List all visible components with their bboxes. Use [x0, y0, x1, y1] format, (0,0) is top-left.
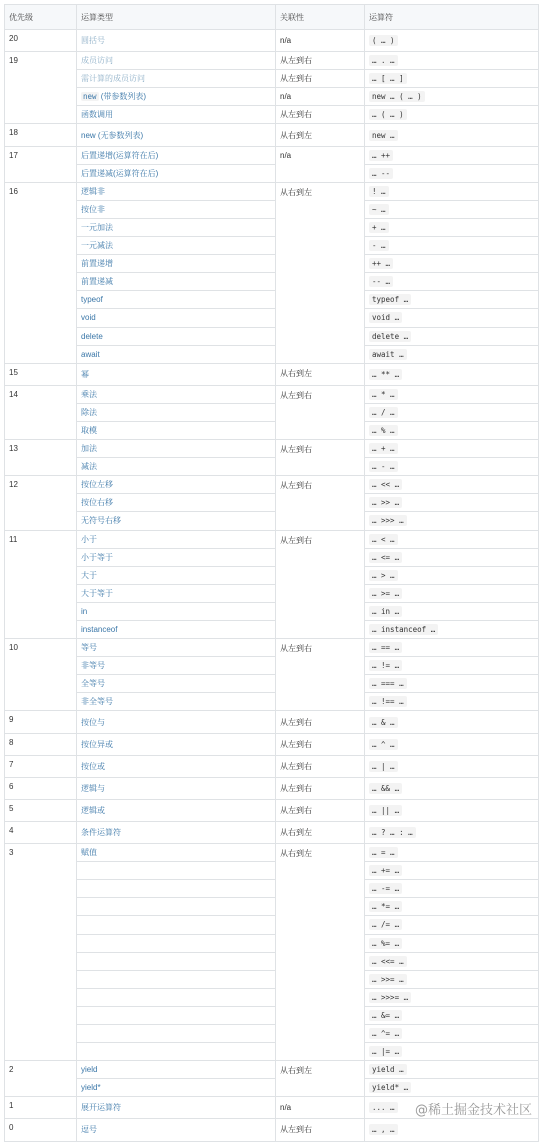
associativity-cell: 从左到右: [276, 440, 365, 476]
table-row: [5, 218, 539, 236]
table-row: [5, 1079, 539, 1097]
operator-cell: [365, 821, 539, 843]
table-row: [5, 200, 539, 218]
type-cell: 逻辑或: [77, 799, 276, 821]
table-row: [5, 548, 539, 566]
type-cell: 一元减法: [77, 237, 276, 255]
operator-code: … && …: [369, 783, 402, 794]
operator-cell: [365, 733, 539, 755]
operator-cell: [365, 52, 539, 70]
associativity-cell: 从左到右: [276, 385, 365, 439]
precedence-cell: 4: [5, 821, 77, 843]
operator-code: … >> …: [369, 497, 402, 508]
table-row: [5, 70, 539, 88]
associativity-cell: 从左到右: [276, 755, 365, 777]
operator-code: … ^ …: [369, 739, 398, 750]
watermark: @稀土掘金技术社区: [414, 1103, 532, 1118]
operator-code: … -= …: [369, 883, 402, 894]
operator-code: … ** …: [369, 369, 402, 380]
type-cell: 加法: [77, 440, 276, 458]
table-row: [5, 1119, 539, 1141]
operator-cell: [365, 952, 539, 970]
associativity-cell: 从右到左: [276, 821, 365, 843]
type-cell: 展开运算符: [77, 1097, 276, 1119]
type-cell: 后置递减(运算符在后): [77, 164, 276, 182]
table-row: [5, 403, 539, 421]
table-row: [5, 164, 539, 182]
operator-code: typeof …: [369, 294, 411, 305]
type-cell: 按位与: [77, 711, 276, 733]
operator-cell: [365, 124, 539, 146]
type-keyword: new: [83, 92, 97, 102]
table-row: [5, 363, 539, 385]
table-row: [5, 777, 539, 799]
operator-code: … / …: [369, 407, 398, 418]
type-cell: [77, 970, 276, 988]
operator-cell: [365, 218, 539, 236]
operator-code: yield* …: [369, 1082, 411, 1093]
type-cell: 乘法: [77, 385, 276, 403]
operator-cell: [365, 675, 539, 693]
precedence-cell: 20: [5, 30, 77, 52]
table-row: [5, 934, 539, 952]
table-row: [5, 844, 539, 862]
operator-cell: [365, 309, 539, 327]
operator-code: … ( … ): [369, 109, 407, 120]
type-cell: typeof: [77, 291, 276, 309]
type-cell: 按位或: [77, 755, 276, 777]
type-cell: [77, 934, 276, 952]
table-row: [5, 124, 539, 146]
operator-code: … < …: [369, 534, 398, 545]
type-cell: 大于: [77, 566, 276, 584]
operator-cell: [365, 862, 539, 880]
type-cell: 前置递增: [77, 255, 276, 273]
type-cell: 逻辑非: [77, 182, 276, 200]
type-cell: 条件运算符: [77, 821, 276, 843]
associativity-cell: 从左到右: [276, 52, 365, 70]
operator-code: … || …: [369, 805, 402, 816]
operator-cell: [365, 566, 539, 584]
table-row: [5, 440, 539, 458]
table-row: [5, 862, 539, 880]
table-row: [5, 880, 539, 898]
operator-cell: [365, 200, 539, 218]
operator-cell: [365, 777, 539, 799]
operator-cell: [365, 291, 539, 309]
operator-cell: [365, 916, 539, 934]
operator-cell: [365, 30, 539, 52]
operator-code: … . …: [369, 55, 398, 66]
associativity-cell: 从左到右: [276, 1119, 365, 1141]
type-cell: 圆括号: [77, 30, 276, 52]
table-row: [5, 237, 539, 255]
table-row: [5, 1043, 539, 1061]
operator-cell: [365, 693, 539, 711]
table-row: [5, 1024, 539, 1042]
table-row: [5, 639, 539, 657]
associativity-cell: 从右到左: [276, 124, 365, 146]
operator-cell: [365, 182, 539, 200]
operator-code: ~ …: [369, 204, 389, 215]
operator-code: … += …: [369, 865, 402, 876]
precedence-cell: 12: [5, 476, 77, 530]
operator-cell: [365, 530, 539, 548]
operator-code: … /= …: [369, 919, 402, 930]
operator-code: -- …: [369, 276, 393, 287]
type-cell: await: [77, 345, 276, 363]
table-row: [5, 421, 539, 439]
type-cell: 小于: [77, 530, 276, 548]
type-cell: in: [77, 602, 276, 620]
precedence-cell: 15: [5, 363, 77, 385]
operator-cell: [365, 363, 539, 385]
operator-code: ... …: [369, 1102, 398, 1113]
table-row: [5, 693, 539, 711]
operator-cell: [365, 421, 539, 439]
type-cell: instanceof: [77, 621, 276, 639]
type-cell: 按位右移: [77, 494, 276, 512]
operator-code: ! …: [369, 186, 389, 197]
operator-code: … %= …: [369, 938, 402, 949]
operator-cell: [365, 1024, 539, 1042]
operator-code: new …: [369, 130, 398, 141]
precedence-cell: 17: [5, 146, 77, 182]
operator-cell: [365, 639, 539, 657]
table-row: [5, 1061, 539, 1079]
table-row: [5, 711, 539, 733]
operator-code: yield …: [369, 1064, 407, 1075]
type-cell: delete: [77, 327, 276, 345]
type-cell: [77, 1043, 276, 1061]
table-row: [5, 566, 539, 584]
associativity-cell: 从左到右: [276, 530, 365, 639]
type-cell: 按位左移: [77, 476, 276, 494]
operator-code: void …: [369, 312, 402, 323]
type-cell: yield*: [77, 1079, 276, 1097]
operator-code: - …: [369, 240, 389, 251]
operator-cell: [365, 898, 539, 916]
table-row: [5, 512, 539, 530]
type-cell: [77, 862, 276, 880]
associativity-cell: n/a: [276, 146, 365, 182]
type-cell: 非等号: [77, 657, 276, 675]
table-row: [5, 821, 539, 843]
type-cell: 大于等于: [77, 584, 276, 602]
table-row: [5, 52, 539, 70]
type-cell: 需计算的成员访问: [77, 70, 276, 88]
operator-cell: [365, 602, 539, 620]
operator-code: … - …: [369, 461, 398, 472]
operator-cell: [365, 657, 539, 675]
operator-cell: [365, 70, 539, 88]
table-row: [5, 291, 539, 309]
operator-code: … &= …: [369, 1010, 402, 1021]
associativity-cell: n/a: [276, 1097, 365, 1119]
type-cell: 幂: [77, 363, 276, 385]
table-row: [5, 273, 539, 291]
table-row: [5, 733, 539, 755]
operator-cell: [365, 255, 539, 273]
operator-code: … >= …: [369, 588, 402, 599]
operator-cell: [365, 548, 539, 566]
table-row: [5, 146, 539, 164]
operator-cell: [365, 476, 539, 494]
type-cell: [77, 880, 276, 898]
type-cell: 按位非: [77, 200, 276, 218]
precedence-cell: 5: [5, 799, 77, 821]
operator-cell: [365, 1043, 539, 1061]
precedence-cell: 16: [5, 182, 77, 363]
header-associativity: 关联性: [276, 5, 365, 30]
operator-cell: [365, 1119, 539, 1141]
operator-code: … [ … ]: [369, 73, 407, 84]
table-row: [5, 970, 539, 988]
table-row: [5, 530, 539, 548]
associativity-cell: n/a: [276, 30, 365, 52]
type-cell: 减法: [77, 458, 276, 476]
type-cell: new (无参数列表): [77, 124, 276, 146]
precedence-cell: 7: [5, 755, 77, 777]
table-header-row: [5, 5, 539, 30]
operator-cell: [365, 494, 539, 512]
type-cell: 逻辑与: [77, 777, 276, 799]
operator-cell: [365, 327, 539, 345]
operator-cell: [365, 711, 539, 733]
type-cell: 逗号: [77, 1119, 276, 1141]
operator-cell: [365, 755, 539, 777]
operator-code: … in …: [369, 606, 402, 617]
table-row: [5, 182, 539, 200]
associativity-cell: 从右到左: [276, 844, 365, 1061]
operator-cell: [365, 403, 539, 421]
operator-cell: [365, 934, 539, 952]
table-row: [5, 657, 539, 675]
header-operator: 运算符: [365, 5, 539, 30]
associativity-cell: 从左到右: [276, 476, 365, 530]
operator-code: ( … ): [369, 35, 398, 46]
operator-code: … >>> …: [369, 515, 407, 526]
type-cell: 赋值: [77, 844, 276, 862]
table-row: [5, 494, 539, 512]
operator-cell: [365, 88, 539, 106]
operator-code: … + …: [369, 443, 398, 454]
precedence-cell: 0: [5, 1119, 77, 1141]
precedence-cell: 3: [5, 844, 77, 1061]
operator-cell: [365, 1006, 539, 1024]
operator-code: … * …: [369, 389, 398, 400]
table-row: [5, 309, 539, 327]
table-row: [5, 621, 539, 639]
operator-code: delete …: [369, 331, 411, 342]
operator-precedence-table: [4, 4, 539, 1142]
table-row: [5, 30, 539, 52]
type-cell: 全等号: [77, 675, 276, 693]
associativity-cell: 从左到右: [276, 106, 365, 124]
type-cell: 函数调用: [77, 106, 276, 124]
operator-cell: [365, 1061, 539, 1079]
type-cell: 小于等于: [77, 548, 276, 566]
operator-code: … % …: [369, 425, 398, 436]
associativity-cell: 从左到右: [276, 639, 365, 711]
type-cell: yield: [77, 1061, 276, 1079]
table-row: [5, 988, 539, 1006]
operator-code: … ? … : …: [369, 827, 416, 838]
operator-cell: [365, 799, 539, 821]
associativity-cell: 从右到左: [276, 182, 365, 363]
type-text: (带参数列表): [98, 92, 147, 102]
operator-code: … <<= …: [369, 956, 407, 967]
table-row: [5, 799, 539, 821]
operator-code: + …: [369, 222, 389, 233]
operator-cell: [365, 880, 539, 898]
operator-cell: [365, 106, 539, 124]
precedence-cell: 6: [5, 777, 77, 799]
table-row: [5, 106, 539, 124]
operator-cell: [365, 345, 539, 363]
type-cell: [77, 898, 276, 916]
table-row: [5, 755, 539, 777]
precedence-cell: 13: [5, 440, 77, 476]
precedence-cell: 19: [5, 52, 77, 124]
table-row: [5, 385, 539, 403]
operator-cell: [365, 988, 539, 1006]
table-body: [5, 30, 539, 1142]
operator-code: … & …: [369, 717, 398, 728]
operator-code: … ^= …: [369, 1028, 402, 1039]
table-row: [5, 602, 539, 620]
type-cell: 按位异或: [77, 733, 276, 755]
type-cell: 非全等号: [77, 693, 276, 711]
associativity-cell: 从左到右: [276, 711, 365, 733]
associativity-cell: 从右到左: [276, 363, 365, 385]
operator-code: … = …: [369, 847, 398, 858]
precedence-cell: 11: [5, 530, 77, 639]
table-row: [5, 952, 539, 970]
operator-cell: [365, 1079, 539, 1097]
precedence-cell: 18: [5, 124, 77, 146]
operator-cell: [365, 273, 539, 291]
table-row: [5, 88, 539, 106]
associativity-cell: n/a: [276, 88, 365, 106]
table-row: [5, 255, 539, 273]
type-cell: 无符号右移: [77, 512, 276, 530]
operator-code: … <= …: [369, 552, 402, 563]
type-cell: [77, 1024, 276, 1042]
precedence-cell: 2: [5, 1061, 77, 1097]
operator-code: … ++: [369, 150, 393, 161]
precedence-cell: 14: [5, 385, 77, 439]
operator-cell: [365, 844, 539, 862]
type-cell: 一元加法: [77, 218, 276, 236]
operator-code: … << …: [369, 479, 402, 490]
type-cell: 成员访问: [77, 52, 276, 70]
operator-code: ++ …: [369, 258, 393, 269]
operator-cell: [365, 512, 539, 530]
operator-code: … instanceof …: [369, 624, 438, 635]
operator-code: … >>>= …: [369, 992, 411, 1003]
type-cell: 取模: [77, 421, 276, 439]
table-row: [5, 458, 539, 476]
table-row: [5, 916, 539, 934]
operator-cell: [365, 584, 539, 602]
operator-code: … --: [369, 168, 393, 179]
type-cell: [77, 88, 276, 106]
type-cell: void: [77, 309, 276, 327]
precedence-cell: 9: [5, 711, 77, 733]
associativity-cell: 从左到右: [276, 799, 365, 821]
operator-cell: [365, 458, 539, 476]
type-cell: 后置递增(运算符在后): [77, 146, 276, 164]
operator-code: … >>= …: [369, 974, 407, 985]
associativity-cell: 从左到右: [276, 70, 365, 88]
operator-cell: [365, 237, 539, 255]
type-cell: 等号: [77, 639, 276, 657]
operator-code: … > …: [369, 570, 398, 581]
table-row: [5, 476, 539, 494]
type-cell: [77, 952, 276, 970]
precedence-cell: 1: [5, 1097, 77, 1119]
table-row: [5, 898, 539, 916]
associativity-cell: 从左到右: [276, 733, 365, 755]
precedence-cell: 8: [5, 733, 77, 755]
operator-cell: [365, 440, 539, 458]
table-row: [5, 1006, 539, 1024]
table-row: [5, 327, 539, 345]
precedence-cell: 10: [5, 639, 77, 711]
table-row: [5, 675, 539, 693]
type-cell: [77, 988, 276, 1006]
operator-cell: [365, 385, 539, 403]
type-cell: [77, 1006, 276, 1024]
operator-code: await …: [369, 349, 407, 360]
operator-cell: [365, 164, 539, 182]
operator-code: new … ( … ): [369, 91, 425, 102]
operator-cell: [365, 146, 539, 164]
operator-code: … *= …: [369, 901, 402, 912]
operator-code: … | …: [369, 761, 398, 772]
table-row: [5, 584, 539, 602]
type-cell: 前置递减: [77, 273, 276, 291]
type-cell: [77, 916, 276, 934]
associativity-cell: 从左到右: [276, 777, 365, 799]
operator-code: … != …: [369, 660, 402, 671]
operator-code: … , …: [369, 1124, 398, 1135]
operator-code: … == …: [369, 642, 402, 653]
operator-cell: [365, 970, 539, 988]
header-type: 运算类型: [77, 5, 276, 30]
operator-code: … !== …: [369, 696, 407, 707]
table-row: [5, 345, 539, 363]
operator-code: … |= …: [369, 1046, 402, 1057]
associativity-cell: 从右到左: [276, 1061, 365, 1097]
operator-code: … === …: [369, 678, 407, 689]
type-cell: 除法: [77, 403, 276, 421]
header-precedence: 优先级: [5, 5, 77, 30]
operator-cell: [365, 621, 539, 639]
